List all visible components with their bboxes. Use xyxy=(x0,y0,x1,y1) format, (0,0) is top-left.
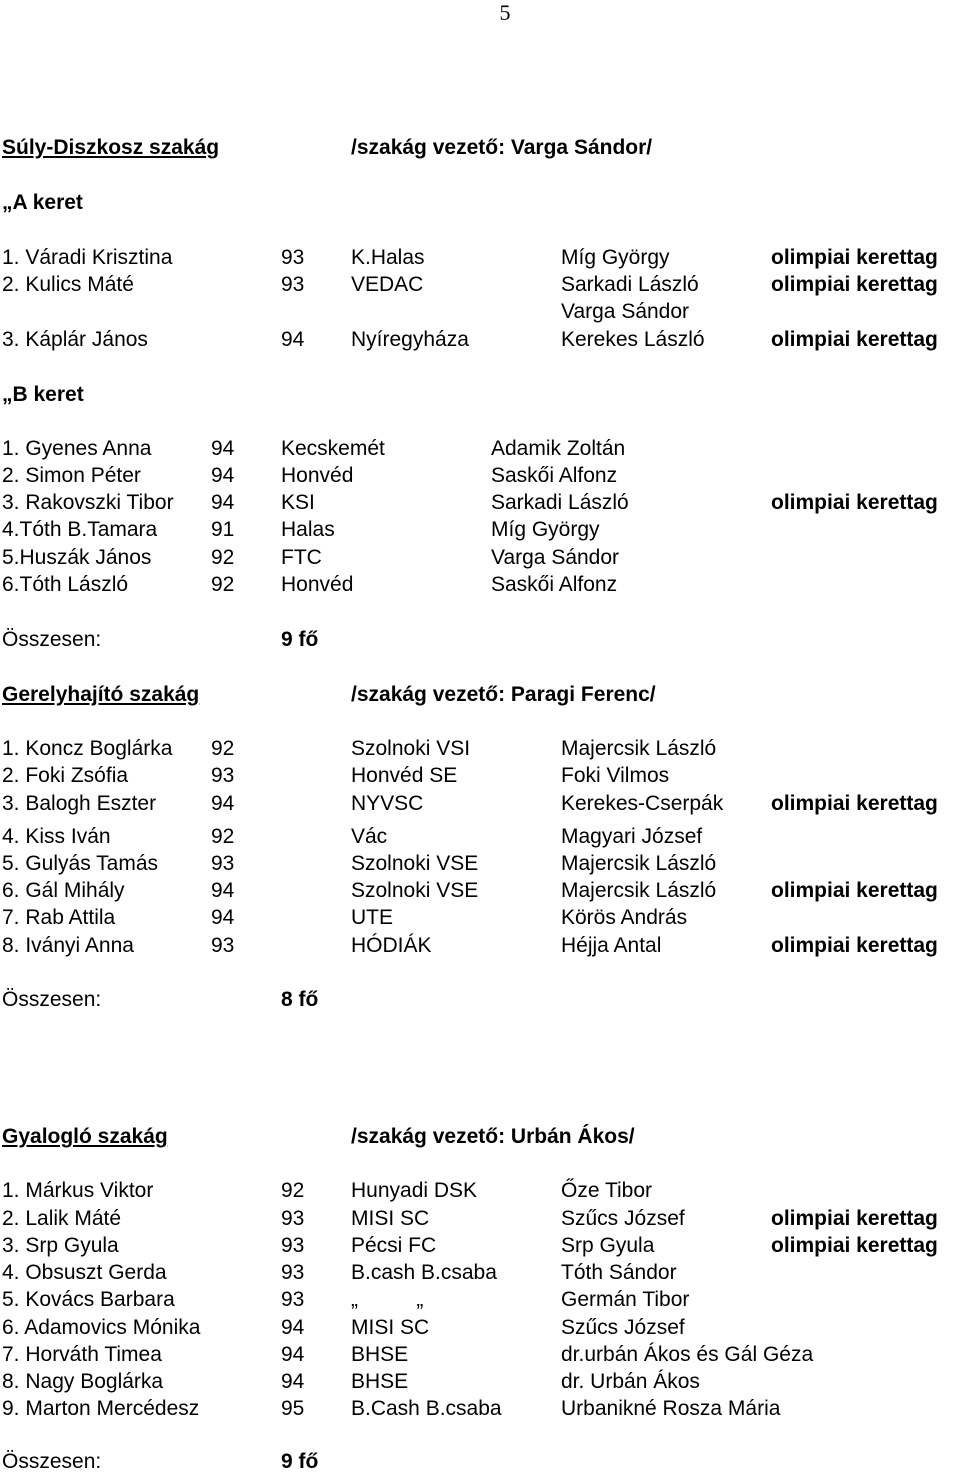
club-name: MISI SC xyxy=(351,1207,430,1230)
section-leader-gyaloglo: /szakág vezető: Urbán Ákos/ xyxy=(351,1125,635,1148)
athlete-name: 2. Foki Zsófia xyxy=(2,764,129,787)
birth-year: 93 xyxy=(211,934,235,957)
birth-year: 92 xyxy=(211,825,235,848)
group-title-b-keret: „B keret xyxy=(2,383,84,406)
athlete-name: 8. Iványi Anna xyxy=(2,934,134,957)
section-title-gyaloglo: Gyalogló szakág xyxy=(2,1125,168,1148)
club-name: UTE xyxy=(351,906,393,929)
birth-year: 92 xyxy=(211,737,235,760)
olympic-note: olimpiai kerettag xyxy=(771,246,938,269)
birth-year: 94 xyxy=(211,879,235,902)
athlete-name: 2. Lalik Máté xyxy=(2,1207,122,1230)
coach-name: Majercsik László xyxy=(561,737,717,760)
birth-year: 94 xyxy=(281,1343,305,1366)
club-name: Hunyadi DSK xyxy=(351,1179,478,1202)
club-name: Szolnoki VSE xyxy=(351,879,479,902)
athlete-name: 2. Simon Péter xyxy=(2,464,141,487)
club-name: B.cash B.csaba xyxy=(351,1261,497,1284)
coach-name: Míg György xyxy=(561,246,670,269)
athlete-name: 1. Márkus Viktor xyxy=(2,1179,154,1202)
athlete-name: 9. Marton Mercédesz xyxy=(2,1397,200,1420)
birth-year: 94 xyxy=(281,1316,305,1339)
club-name: MISI SC xyxy=(351,1316,430,1339)
olympic-note: olimpiai kerettag xyxy=(771,273,938,296)
birth-year: 94 xyxy=(211,464,235,487)
olympic-note: olimpiai kerettag xyxy=(771,934,938,957)
coach-name: Urbanikné Rosza Mária xyxy=(561,1397,781,1420)
coach-name: Héjja Antal xyxy=(561,934,662,957)
athlete-name: 2. Kulics Máté xyxy=(2,273,134,296)
club-name: FTC xyxy=(281,546,322,569)
birth-year: 92 xyxy=(281,1179,305,1202)
birth-year: 94 xyxy=(211,437,235,460)
coach-name: Majercsik László xyxy=(561,852,717,875)
olympic-note: olimpiai kerettag xyxy=(771,328,938,351)
coach-name: dr. Urbán Ákos xyxy=(561,1370,700,1393)
athlete-name: 6. Gál Mihály xyxy=(2,879,125,902)
club-name: Szolnoki VSE xyxy=(351,852,479,875)
coach-name: Saskői Alfonz xyxy=(491,464,618,487)
athlete-name: 3. Srp Gyula xyxy=(2,1234,119,1257)
birth-year: 91 xyxy=(211,518,235,541)
birth-year: 94 xyxy=(211,906,235,929)
coach-name: Szűcs József xyxy=(561,1316,685,1339)
athlete-name: 7. Horváth Timea xyxy=(2,1343,162,1366)
club-name: BHSE xyxy=(351,1370,409,1393)
total-value: 9 fő xyxy=(281,628,319,651)
coach-name: dr.urbán Ákos és Gál Géza xyxy=(561,1343,814,1366)
coach-name: Sarkadi László xyxy=(561,273,699,296)
total-label: Összesen: xyxy=(2,1450,102,1473)
athlete-name: 5. Gulyás Tamás xyxy=(2,852,159,875)
olympic-note: olimpiai kerettag xyxy=(771,1234,938,1257)
coach-name: Majercsik László xyxy=(561,879,717,902)
club-name: Nyíregyháza xyxy=(351,328,469,351)
coach-name: Sarkadi László xyxy=(491,491,629,514)
birth-year: 93 xyxy=(281,1288,305,1311)
athlete-name: 4. Obsuszt Gerda xyxy=(2,1261,167,1284)
page-number: 5 xyxy=(499,0,511,25)
coach-name: Körös András xyxy=(561,906,688,929)
olympic-note: olimpiai kerettag xyxy=(771,1207,938,1230)
birth-year: 94 xyxy=(281,1370,305,1393)
group-title-a-keret: „A keret xyxy=(2,191,83,214)
total-value: 9 fő xyxy=(281,1450,319,1473)
athlete-name: 1. Koncz Boglárka xyxy=(2,737,173,760)
birth-year: 94 xyxy=(211,491,235,514)
coach-name: Kerekes-Cserpák xyxy=(561,792,724,815)
coach-name: Adamik Zoltán xyxy=(491,437,626,460)
athlete-name: 7. Rab Attila xyxy=(2,906,116,929)
coach-name: Varga Sándor xyxy=(491,546,620,569)
athlete-name: 4. Kiss Iván xyxy=(2,825,111,848)
athlete-name: 3. Káplár János xyxy=(2,328,148,351)
club-name-ditto: „ „ xyxy=(351,1288,424,1311)
athlete-name: 5. Kovács Barbara xyxy=(2,1288,175,1311)
section-leader-suly-diszkosz: /szakág vezető: Varga Sándor/ xyxy=(351,136,653,159)
total-label: Összesen: xyxy=(2,988,102,1011)
coach-name: Magyari József xyxy=(561,825,703,848)
athlete-name: 6. Adamovics Mónika xyxy=(2,1316,201,1339)
total-label: Összesen: xyxy=(2,628,102,651)
birth-year: 93 xyxy=(281,273,305,296)
athlete-name: 1. Gyenes Anna xyxy=(2,437,152,460)
coach-name: Foki Vilmos xyxy=(561,764,670,787)
olympic-note: olimpiai kerettag xyxy=(771,879,938,902)
birth-year: 94 xyxy=(281,328,305,351)
coach-name: Őze Tibor xyxy=(561,1179,653,1202)
coach-name-second: Varga Sándor xyxy=(561,300,690,323)
birth-year: 92 xyxy=(211,573,235,596)
olympic-note: olimpiai kerettag xyxy=(771,491,938,514)
club-name: HÓDIÁK xyxy=(351,934,432,957)
birth-year: 93 xyxy=(281,1234,305,1257)
club-name: NYVSC xyxy=(351,792,424,815)
coach-name: Srp Gyula xyxy=(561,1234,655,1257)
athlete-name: 8. Nagy Boglárka xyxy=(2,1370,164,1393)
club-name: B.Cash B.csaba xyxy=(351,1397,502,1420)
birth-year: 94 xyxy=(211,792,235,815)
coach-name: Saskői Alfonz xyxy=(491,573,618,596)
birth-year: 93 xyxy=(281,1207,305,1230)
athlete-name: 3. Rakovszki Tibor xyxy=(2,491,174,514)
birth-year: 93 xyxy=(211,852,235,875)
athlete-name: 3. Balogh Eszter xyxy=(2,792,157,815)
club-name: Szolnoki VSI xyxy=(351,737,471,760)
athlete-name: 6.Tóth László xyxy=(2,573,129,596)
birth-year: 95 xyxy=(281,1397,305,1420)
club-name: Halas xyxy=(281,518,335,541)
athlete-name: 4.Tóth B.Tamara xyxy=(2,518,158,541)
club-name: VEDAC xyxy=(351,273,424,296)
total-value: 8 fő xyxy=(281,988,319,1011)
birth-year: 93 xyxy=(281,1261,305,1284)
coach-name: Szűcs József xyxy=(561,1207,685,1230)
coach-name: Tóth Sándor xyxy=(561,1261,677,1284)
section-title-suly-diszkosz: Súly-Diszkosz szakág xyxy=(2,136,220,159)
club-name: Vác xyxy=(351,825,388,848)
club-name: Pécsi FC xyxy=(351,1234,437,1257)
club-name: Kecskemét xyxy=(281,437,385,460)
birth-year: 92 xyxy=(211,546,235,569)
athlete-name: 1. Váradi Krisztina xyxy=(2,246,173,269)
coach-name: Kerekes László xyxy=(561,328,705,351)
coach-name: Míg György xyxy=(491,518,600,541)
club-name: KSI xyxy=(281,491,315,514)
athlete-name: 5.Huszák János xyxy=(2,546,152,569)
club-name: K.Halas xyxy=(351,246,425,269)
section-leader-gerelyhajito: /szakág vezető: Paragi Ferenc/ xyxy=(351,683,656,706)
club-name: BHSE xyxy=(351,1343,409,1366)
club-name: Honvéd xyxy=(281,464,354,487)
birth-year: 93 xyxy=(281,246,305,269)
club-name: Honvéd xyxy=(281,573,354,596)
section-title-gerelyhajito: Gerelyhajító szakág xyxy=(2,683,200,706)
birth-year: 93 xyxy=(211,764,235,787)
olympic-note: olimpiai kerettag xyxy=(771,792,938,815)
club-name: Honvéd SE xyxy=(351,764,458,787)
coach-name: Germán Tibor xyxy=(561,1288,690,1311)
